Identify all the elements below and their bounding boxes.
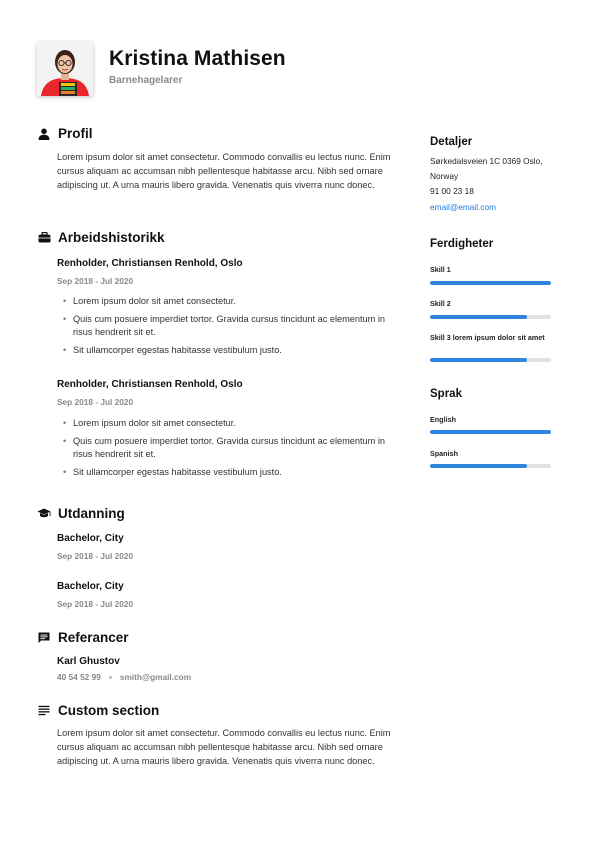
language-bar-fill: [430, 464, 527, 468]
job-bullet: • Sit ullamcorper egestas habitasse vestibulum justo.: [63, 466, 398, 480]
skill-bar: [430, 358, 551, 362]
skill-label: Skill 2: [430, 299, 451, 308]
job-bullet: • Lorem ipsum dolor sit amet consectetur.: [63, 295, 398, 309]
candidate-name: Kristina Mathisen: [109, 47, 286, 70]
job-bullet: • Lorem ipsum dolor sit amet consectetur.: [63, 417, 398, 431]
skill-bar-fill: [430, 315, 527, 319]
section-title: Custom section: [58, 703, 160, 718]
section-title: Arbeidshistorikk: [58, 230, 165, 245]
language-bar-fill: [430, 430, 551, 434]
graduation-cap-icon: [37, 507, 51, 521]
skill-bar-fill: [430, 281, 551, 285]
section-title: Referancer: [58, 630, 129, 645]
job-title: Renholder, Christiansen Renhold, Oslo: [57, 258, 243, 269]
job-bullets: [63, 417, 398, 483]
reference-name: Karl Ghustov: [57, 656, 120, 667]
language-bar: [430, 464, 551, 468]
briefcase-icon: [37, 231, 51, 245]
language-bar: [430, 430, 551, 434]
languages-title: Sprak: [430, 388, 462, 400]
profile-photo-image: [37, 42, 93, 96]
details-email-link[interactable]: email@email.com: [430, 202, 497, 212]
education-degree: Bachelor, City: [57, 533, 124, 544]
education-date: Sep 2018 - Jul 2020: [57, 599, 134, 609]
job-bullets: [63, 295, 398, 361]
chat-icon: [37, 631, 51, 645]
skill-label: Skill 3 lorem ipsum dolor sit amet: [430, 333, 545, 342]
skills-title: Ferdigheter: [430, 238, 494, 250]
job-date: Sep 2018 - Jul 2020: [57, 276, 134, 286]
section-work-header: [37, 230, 165, 245]
profile-photo: [37, 42, 93, 96]
education-degree: Bachelor, City: [57, 581, 124, 592]
language-label: English: [430, 415, 456, 424]
custom-section-text: Lorem ipsum dolor sit amet consectetur. Commodo convallis eu lectus nunc. Enim cursus aliquam ac accumsan nibh pellentesque habitasse arcu. Nibh sed ornare adipiscing ut. A urna mauris libero gravida. Venenatis quis viverra nunc donec.: [57, 728, 391, 766]
reference-email[interactable]: smith@gmail.com: [119, 672, 192, 682]
skill-bar: [430, 315, 551, 319]
job-bullet: • Quis cum posuere imperdiet tortor. Gravida cursus tincidunt ac elementum in risus hendrerit sit et.: [63, 435, 398, 462]
details-address-line2: Norway: [430, 171, 459, 181]
details-address-line1: Sørkedalsveien 1C 0369 Oslo,: [430, 156, 543, 166]
list-icon: [37, 704, 51, 718]
reference-phone: 40 54 52 99: [57, 672, 101, 682]
profile-text: Lorem ipsum dolor sit amet consectetur. Commodo convallis eu lectus nunc. Enim cursus aliquam ac accumsan nibh pellentesque habitasse arcu. Nibh sed ornare adipiscing ut. A urna mauris libero gravida. Venenatis quis viverra nunc donec.: [57, 152, 391, 190]
skill-bar-fill: [430, 358, 527, 362]
section-education-header: [37, 506, 125, 521]
skill-bar: [430, 281, 551, 285]
separator-dot: [109, 676, 112, 679]
job-bullet: • Sit ullamcorper egestas habitasse vestibulum justo.: [63, 344, 398, 358]
person-icon: [37, 127, 51, 141]
language-label: Spanish: [430, 449, 458, 458]
section-title: Profil: [58, 126, 93, 141]
skill-label: Skill 1: [430, 265, 451, 274]
section-custom-header: [37, 703, 159, 718]
details-phone: 91 00 23 18: [430, 186, 474, 196]
section-title: Utdanning: [58, 506, 125, 521]
candidate-job-title: Barnehagelarer: [109, 75, 183, 86]
reference-contact: [57, 672, 191, 682]
section-profile-header: [37, 126, 93, 141]
job-date: Sep 2018 - Jul 2020: [57, 397, 134, 407]
details-title: Detaljer: [430, 136, 473, 148]
job-bullet: • Quis cum posuere imperdiet tortor. Gravida cursus tincidunt ac elementum in risus hendrerit sit et.: [63, 313, 398, 340]
job-title: Renholder, Christiansen Renhold, Oslo: [57, 379, 243, 390]
section-references-header: [37, 630, 129, 645]
education-date: Sep 2018 - Jul 2020: [57, 551, 134, 561]
